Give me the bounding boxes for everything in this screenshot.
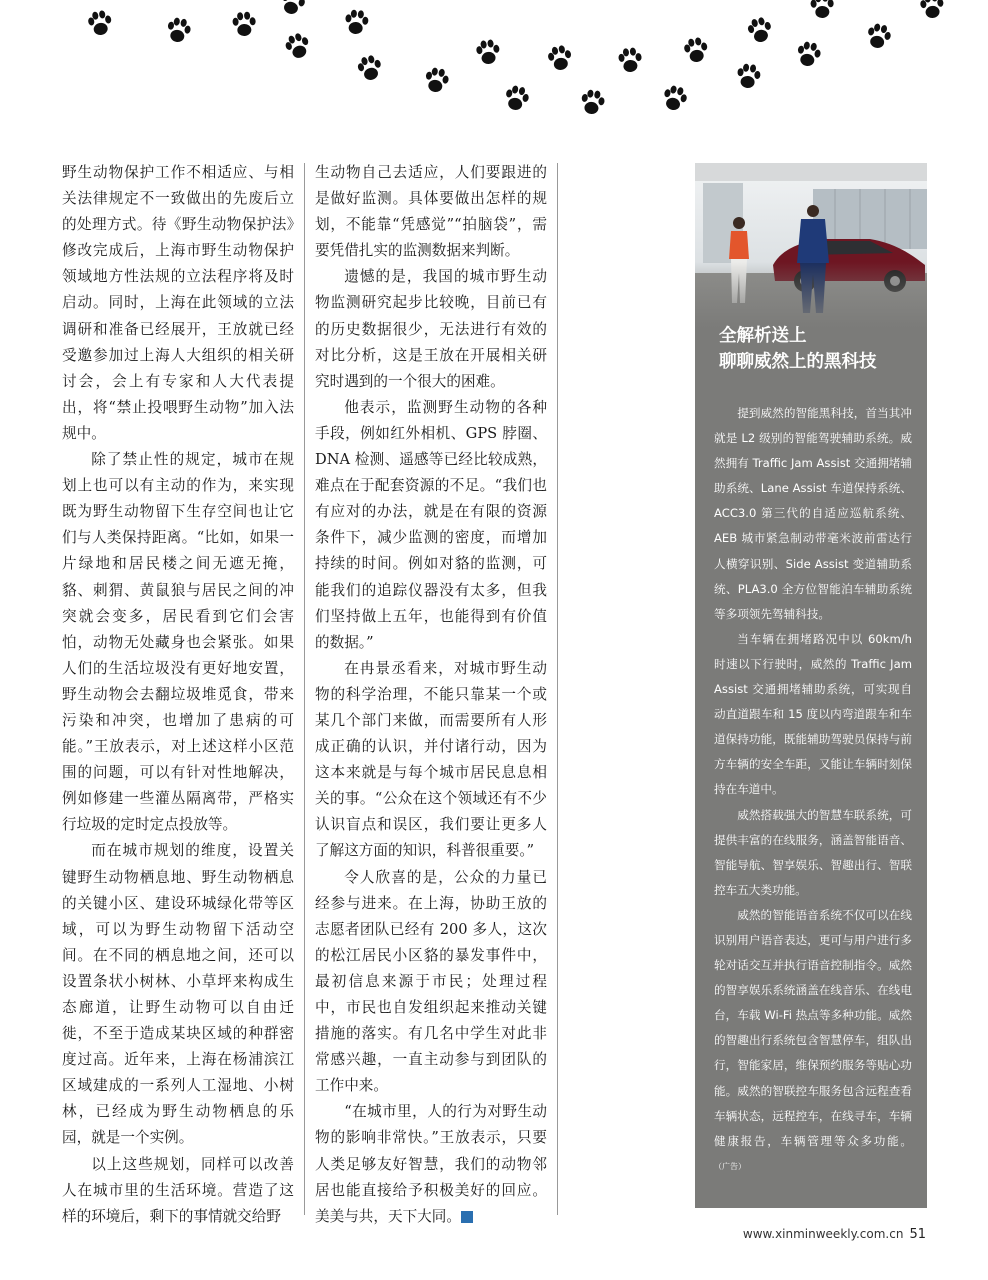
website-url: www.xinminweekly.com.cn — [742, 1227, 904, 1241]
ad-paragraph: 提到威然的智能黑科技，首当其冲就是 L2 级别的智能驾驶辅助系统。威然拥有 Traffic Jam Assist 交通拥堵辅助系统、Lane Assist 车道保持系统、ACC3.0 第三代的自适应巡航系统、AEB 城市紧急制动带毫米波前雷达行人横穿识别、Side Assist 变道辅助系统、PLA3.0 全方位智能泊车辅助系统等多项领先驾辅科技。 — [714, 406, 912, 621]
ad-paragraph: 当车辆在拥堵路况中以 60km/h 时速以下行驶时，威然的 Traffic Jam Assist 交通拥堵辅助系统，可实现自动直道跟车和 15 度以内弯道跟车和车道保持功能，既能辅助驾驶员保持与前方车辆的安全车距，又能让车辆时刻保持在车道中。 — [714, 631, 912, 797]
article-paragraph: 令人欣喜的是，公众的力量已经参与进来。在上海，协助王放的志愿者团队已经有 200 多人，这次的松江居民小区貉的暴发事件中，最初信息来源于市民；处理过程中，市民也自发组织起来推动关键措施的落实。有几名中学生对此非常感兴趣，一直主动参与到团队的工作中来。 — [315, 868, 547, 1095]
article-paragraph: 而在城市规划的维度，设置关键野生动物栖息地、野生动物栖息的关键小区、建设环城绿化带等区域，可以为野生动物留下活动空间。在不同的栖息地之间，还可以设置条状小树林、小草坪来构成生态廊道，让野生动物可以自由迁徙，不至于造成某块区域的种群密度过高。近年来，上海在杨浦滨江区域建成的一系列人工湿地、小树林，已经成为野生动物栖息的乐园，就是一个实例。 — [62, 842, 294, 1147]
article-paragraph: 以上这些规划，同样可以改善人在城市里的生活环境。营造了这样的环境后，剩下的事情就交给野 — [62, 1155, 294, 1225]
end-mark-icon: 民 — [461, 1211, 473, 1223]
ad-paragraph: 威然搭载强大的智慧车联系统，可提供丰富的在线服务，涵盖智能语音、智能导航、智享娱乐、智趣出行、智联控车五大类功能。 — [714, 807, 912, 897]
article-paragraph: 除了禁止性的规定，城市在规划上也可以有主动的作为，来实现既为野生动物留下生存空间也让它们与人类保持距离。“比如，如果一片绿地和居民楼之间无遮无掩，貉、刺猬、黄鼠狼与居民之间的冲突就会变多，居民看到它们会害怕，动物无处藏身也会紧张。如果人们的生活垃圾没有更好地安置，野生动物会去翻垃圾堆觅食，带来污染和冲突，也增加了患病的可能。”王放表示，对上述这样小区范围的问题，可以有针对性地解决，例如修建一些灌丛隔离带，严格实行垃圾的定时定点投放等。 — [62, 451, 294, 834]
ad-body — [714, 401, 912, 1183]
paw-prints-banner — [0, 0, 988, 150]
article-paragraph: 野生动物保护工作不相适应、与相关法律规定不一致做出的先废后立的处理方式。待《野生动物保护法》修改完成后，上海市野生动物保护领域地方性法规的立法程序将及时启动。同时，上海在此领域的立法调研和准备已经展开，王放就已经受邀参加过上海人大组织的相关研讨会，会上有专家和人大代表提出，将“禁止投喂野生动物”加入法规中。 — [62, 164, 294, 442]
ad-label: （广告） — [714, 1161, 746, 1171]
page-number: 51 — [909, 1227, 926, 1242]
car-ad-photo — [695, 163, 927, 328]
column-divider — [304, 163, 305, 1215]
column-divider — [557, 163, 558, 1215]
article-paragraph: 遗憾的是，我国的城市野生动物监测研究起步比较晚，目前已有的历史数据很少，无法进行有效的对比分析，这是王放在开展相关研究时遇到的一个很大的困难。 — [315, 268, 547, 390]
article-column-1 — [62, 160, 294, 1230]
article-paragraph-last: “在城市里，人的行为对野生动物的影响非常快。”王放表示，只要人类足够友好智慧，我们的动物邻居也能直接给予积极美好的回应。美美与共，天下大同。 民 — [315, 1103, 547, 1225]
advertisement-panel — [695, 163, 927, 1208]
article-column-2 — [315, 160, 547, 1230]
ad-title: 全解析送上 聊聊威然上的黑科技 — [719, 326, 877, 372]
page-footer — [743, 1227, 926, 1242]
paw-print-icons — [87, 0, 946, 116]
article-paragraph: 在冉景丞看来，对城市野生动物的科学治理，不能只靠某一个或某几个部门来做，而需要所有人形成正确的认识，并付诸行动，因为这本来就是与每个城市居民息息相关的事。“公众在这个领域还有不少认识盲点和误区，我们要让更多人了解这方面的知识，科普很重要。” — [315, 659, 547, 860]
article-paragraph: 生动物自己去适应，人们要跟进的是做好监测。具体要做出怎样的规划，不能靠“凭感觉”“拍脑袋”，需要凭借扎实的监测数据来判断。 — [315, 164, 547, 260]
article-paragraph: 他表示，监测野生动物的各种手段，例如红外相机、GPS 脖圈、DNA 检测、遥感等已经比较成熟，难点在于配套资源的不足。“我们也有应对的办法，就是在有限的资源条件下，减少监测的密度，而增加持续的时间。例如对貉的监测，可能我们的追踪仪器没有太多，但我们坚持做上五年，也能得到有价值的数据。” — [315, 398, 547, 651]
ad-paragraph-last: 威然的智能语音系统不仅可以在线识别用户语音表达，更可与用户进行多轮对话交互并执行语音控制指令。威然的智享娱乐系统涵盖在线音乐、在线电台，车载 Wi-Fi 热点等多种功能。威然的智趣出行系统包含智慧停车，组队出行，智能家居，维保预约服务等贴心功能。威然的智联控车服务包含远程查看车辆状态，远程控车，在线寻车，车辆健康报告，车辆管理等众多功能。$^{(广告)}$ — [714, 907, 912, 1171]
